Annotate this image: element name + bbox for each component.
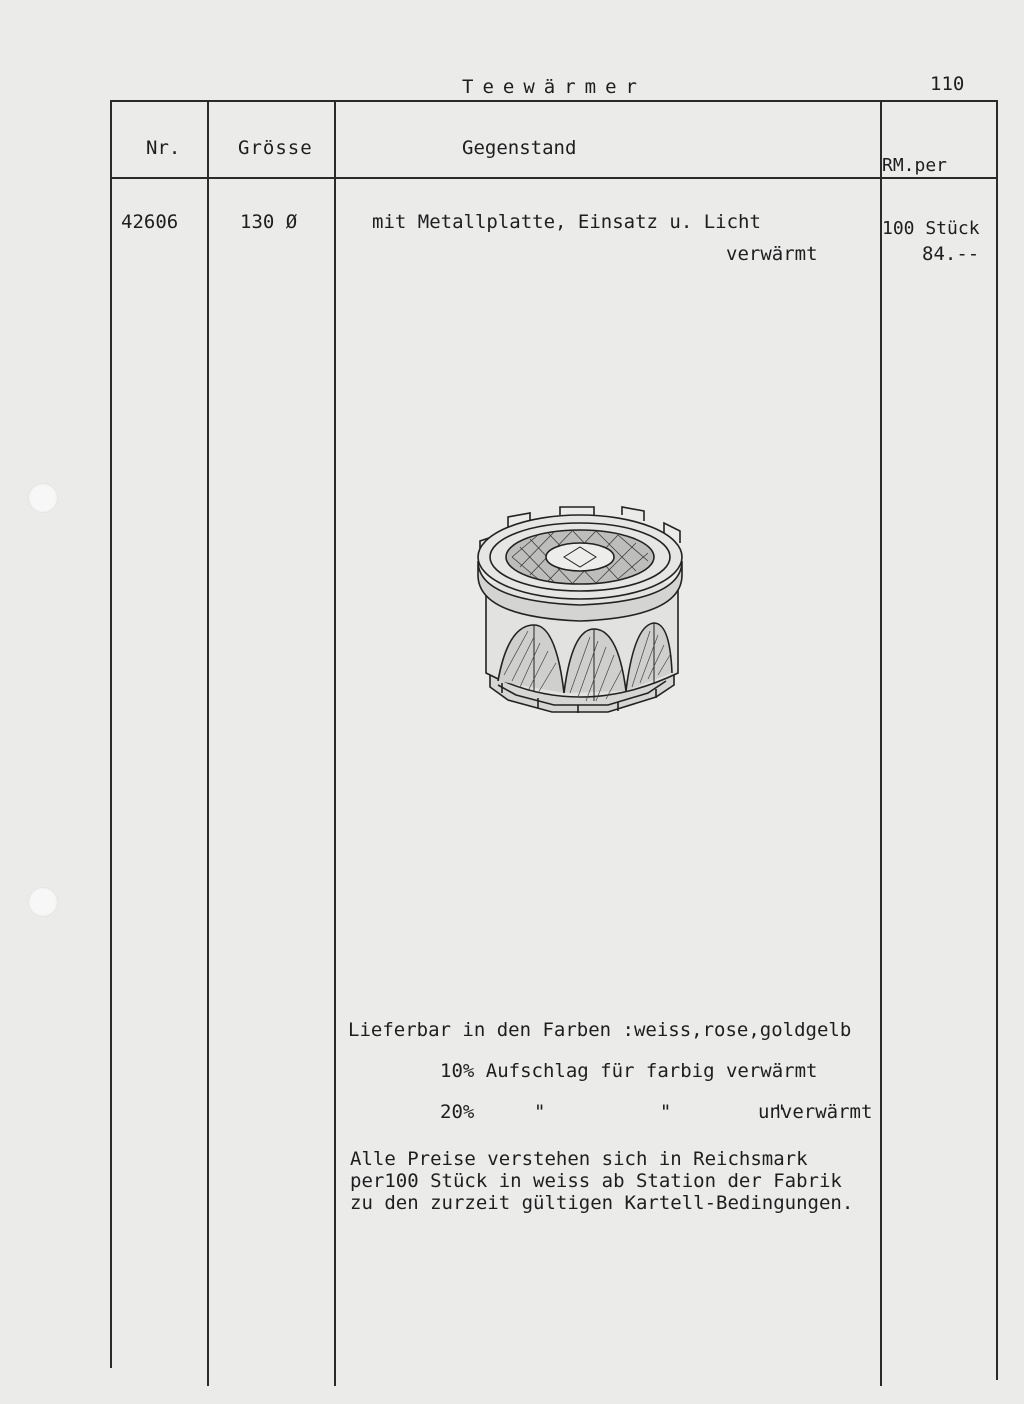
column-header-gegenstand: Gegenstand xyxy=(462,137,577,159)
table-header-rule xyxy=(110,177,998,179)
notes-colors: Lieferbar in den Farben :weiss,rose,goldgelb xyxy=(348,1019,852,1041)
column-divider-gegenstand xyxy=(880,100,882,1386)
column-header-nr: Nr. xyxy=(146,137,181,159)
notes-terms-line-2: per100 Stück in weiss ab Station der Fabrik xyxy=(350,1170,842,1192)
notes-surcharge-2-label: unverwärmt xyxy=(758,1101,873,1123)
notes-surcharge-1: 10% Aufschlag für farbig verwärmt xyxy=(440,1060,818,1082)
row-gegenstand-line2: verwärmt xyxy=(726,243,818,265)
row-price: 84.-- xyxy=(922,243,980,265)
column-divider-groesse xyxy=(334,100,336,1386)
table-top-rule xyxy=(110,100,998,102)
notes-terms-line-1: Alle Preise verstehen sich in Reichsmark xyxy=(350,1148,808,1170)
column-header-groesse: Grösse xyxy=(238,137,313,159)
row-nr: 42606 xyxy=(121,211,179,233)
column-header-price-line2: 100 Stück xyxy=(882,218,980,239)
notes-surcharge-2-percent: 20% xyxy=(440,1101,475,1123)
page-number: 110 xyxy=(930,73,965,95)
page-title: Teewärmer xyxy=(462,76,646,98)
column-header-price-line1: RM.per xyxy=(882,155,948,176)
notes-surcharge-2-ditto-marks: " " " xyxy=(534,1101,786,1123)
row-gegenstand-line1: mit Metallplatte, Einsatz u. Licht xyxy=(372,211,761,233)
table-right-border xyxy=(996,100,998,1380)
punch-hole-top xyxy=(28,483,58,513)
tea-warmer-drawing-icon xyxy=(468,505,692,720)
row-groesse: 130 Ø xyxy=(240,211,298,233)
punch-hole-bottom xyxy=(28,887,58,917)
table-left-border xyxy=(110,100,112,1368)
notes-terms-line-3: zu den zurzeit gültigen Kartell-Bedingungen. xyxy=(350,1192,854,1214)
column-divider-nr xyxy=(207,100,209,1386)
